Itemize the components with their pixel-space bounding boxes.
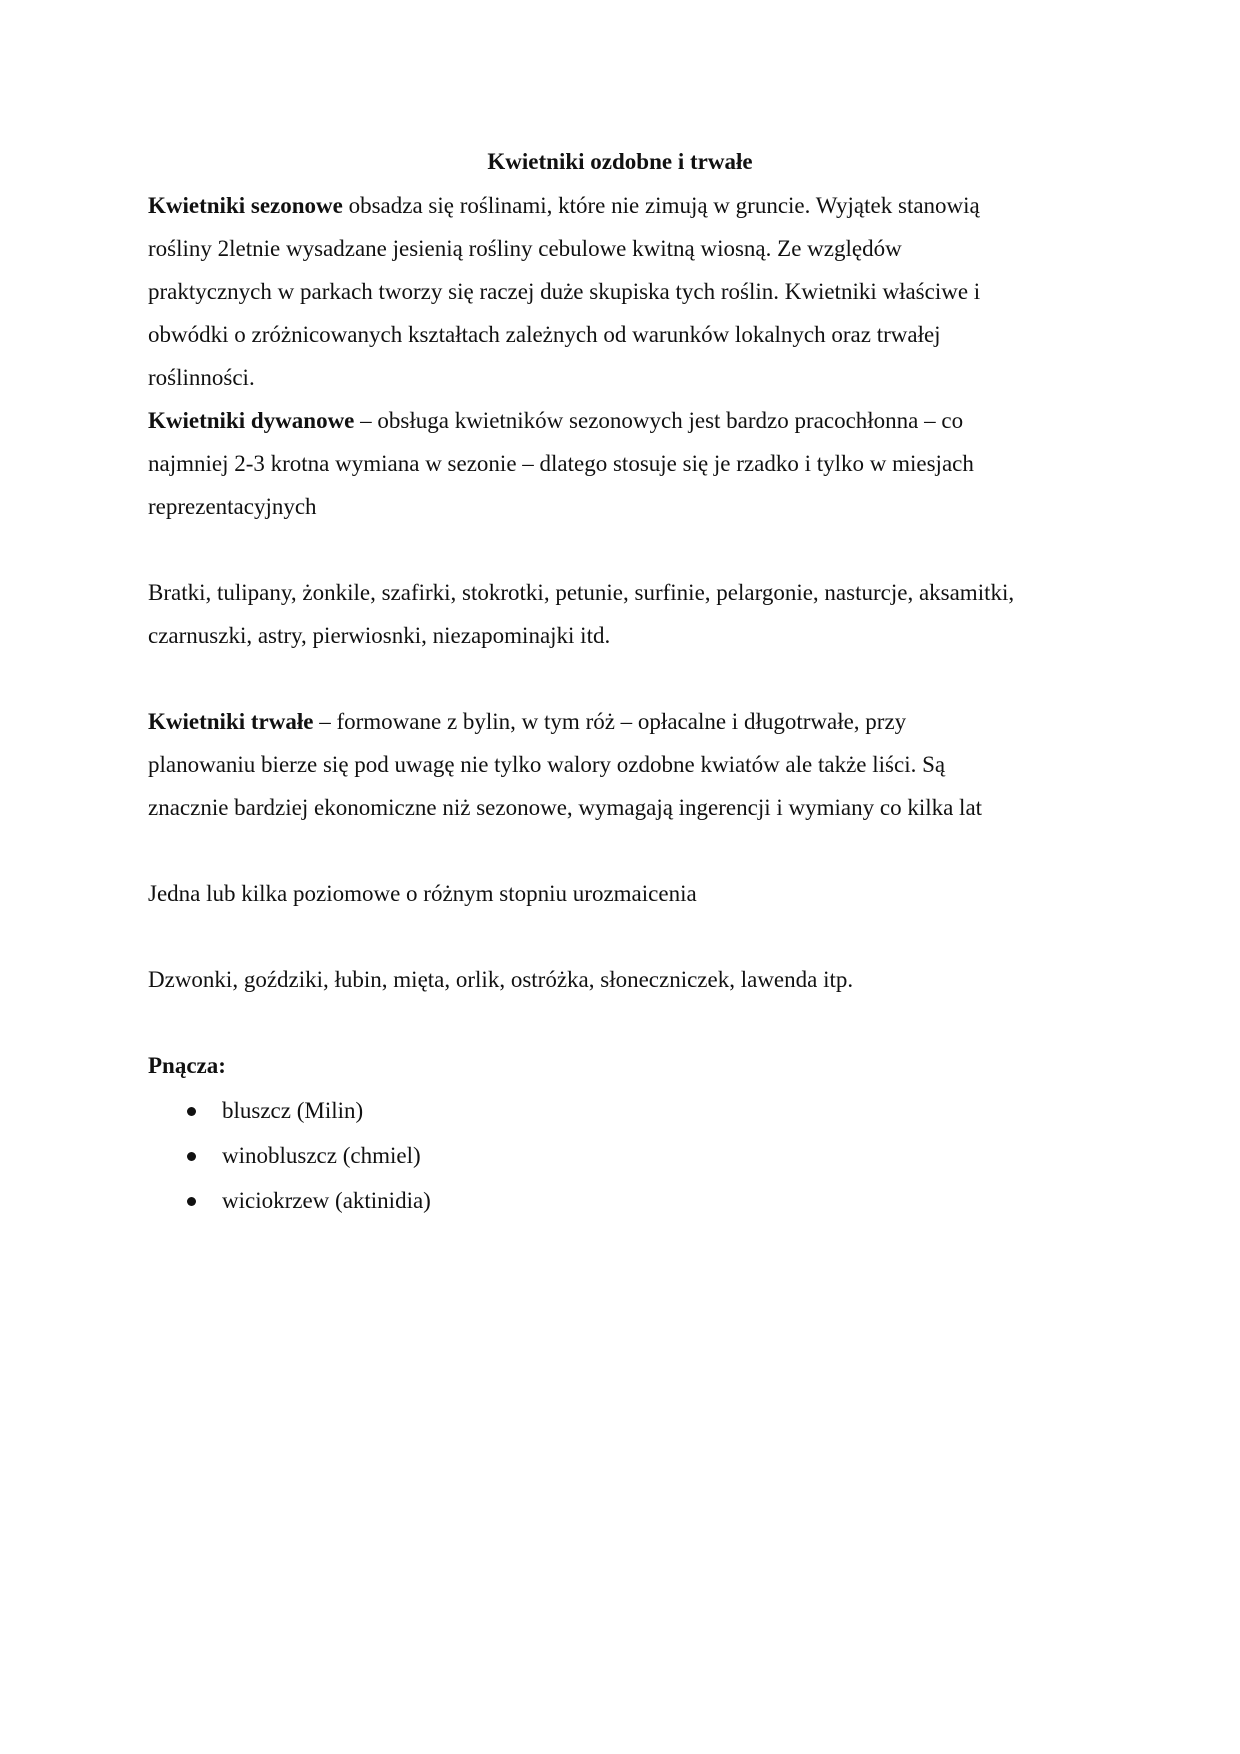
paragraph-trwale-line-2: planowaniu bierze się pod uwagę nie tylko walory ozdobne kwiatów ale także liści. Są [148,752,946,777]
heading-trwale: Kwietniki trwałe [148,709,314,734]
paragraph-sezonowe-line-3: praktycznych w parkach tworzy się raczej duże skupiska tych roślin. Kwietniki właściwe i [148,279,981,304]
paragraph-sezonowe-line-2: rośliny 2letnie wysadzane jesienią rośliny cebulowe kwitną wiosną. Ze względów [148,236,902,261]
paragraph-trwale-line-1 [148,708,906,736]
list-item-text: wiciokrzew (aktinidia) [222,1188,431,1213]
list-item-text: bluszcz (Milin) [222,1098,364,1123]
list-item-text: winobluszcz (chmiel) [222,1143,421,1168]
document-title: Kwietniki ozdobne i trwałe [487,149,753,174]
text: – formowane z bylin, w tym róż – opłacalne i długotrwałe, przy [313,709,907,734]
text: – obsługa kwietników sezonowych jest bardzo pracochłonna – co [354,408,964,433]
text: obsadza się roślinami, które nie zimują w gruncie. Wyjątek stanowią [342,193,980,218]
bullet-icon [187,1107,196,1116]
seasonal-plants-line-2: czarnuszki, astry, pierwiosnki, niezapominajki itd. [148,623,611,648]
bullet-icon [187,1152,196,1161]
bullet-icon [187,1197,196,1206]
heading-sezonowe: Kwietniki sezonowe [148,193,343,218]
perennial-plants-paragraph: Dzwonki, goździki, łubin, mięta, orlik, ostróżka, słoneczniczek, lawenda itp. [148,967,854,992]
levels-paragraph: Jedna lub kilka poziomowe o różnym stopniu urozmaicenia [148,881,697,906]
heading-dywanowe: Kwietniki dywanowe [148,408,355,433]
paragraph-sezonowe-line-5: roślinności. [148,365,255,390]
paragraph-sezonowe-line-4: obwódki o zróżnicowanych kształtach zależnych od warunków lokalnych oraz trwałej [148,322,941,347]
paragraph-sezonowe-line-1 [148,192,980,220]
paragraph-dywanowe-line-2: najmniej 2-3 krotna wymiana w sezonie – dlatego stosuje się je rzadko i tylko w miesjach [148,451,974,476]
paragraph-dywanowe-line-1 [148,407,963,435]
paragraph-dywanowe-line-3: reprezentacyjnych [148,494,317,519]
pnacza-heading-text: Pnącza: [148,1053,226,1078]
pnacza-heading [148,1052,226,1080]
paragraph-trwale-line-3: znacznie bardziej ekonomiczne niż sezonowe, wymagają ingerencji i wymiany co kilka lat [148,795,983,820]
seasonal-plants-line-1: Bratki, tulipany, żonkile, szafirki, stokrotki, petunie, surfinie, pelargonie, nasturcje, aksamitki, [148,580,1015,605]
